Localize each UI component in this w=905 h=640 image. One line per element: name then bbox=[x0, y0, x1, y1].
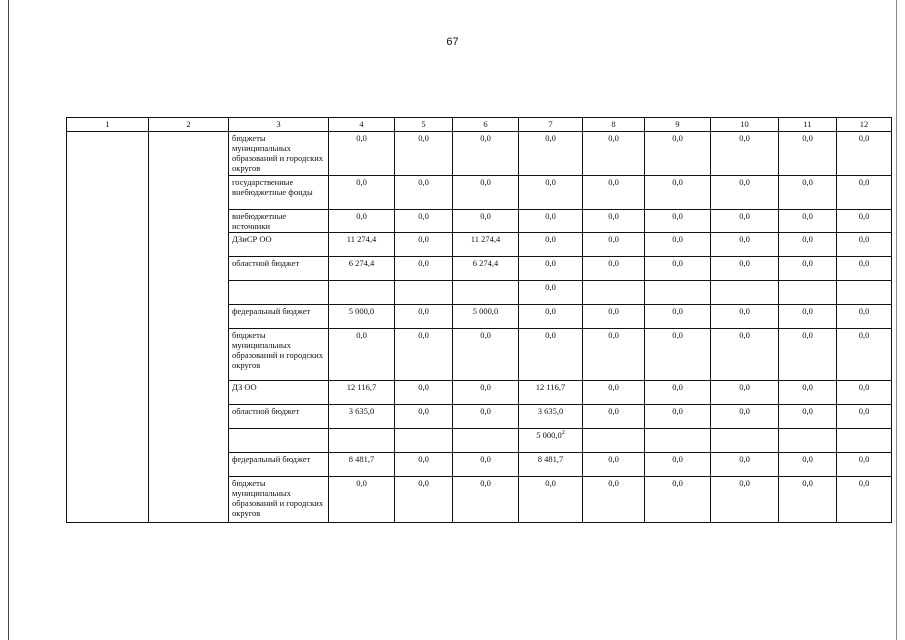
value-text: 0,0 bbox=[545, 478, 556, 488]
value-text: 0,0 bbox=[739, 211, 750, 221]
value-text: 0,0 bbox=[672, 177, 683, 187]
value-cell bbox=[645, 257, 711, 281]
value-text: 12 116,7 bbox=[535, 382, 566, 392]
value-cell bbox=[779, 210, 837, 233]
value-cell bbox=[329, 281, 395, 305]
value-text: 0,0 bbox=[672, 211, 683, 221]
value-text: 8 481,7 bbox=[348, 454, 375, 464]
value-cell bbox=[395, 281, 453, 305]
value-text: 0,0 bbox=[418, 177, 429, 187]
value-cell bbox=[645, 429, 711, 453]
value-cell bbox=[645, 210, 711, 233]
value-text: 0,0 bbox=[608, 406, 619, 416]
column-number-2: 2 bbox=[149, 118, 229, 132]
column-number-3: 3 bbox=[229, 118, 329, 132]
value-text: 0,0 bbox=[608, 234, 619, 244]
value-cell bbox=[453, 429, 519, 453]
value-cell bbox=[645, 176, 711, 210]
value-cell bbox=[837, 477, 892, 523]
value-text: 0,0 bbox=[802, 406, 813, 416]
value-text: 0,0 bbox=[739, 330, 750, 340]
column-number-6: 6 bbox=[453, 118, 519, 132]
column-number-11: 11 bbox=[779, 118, 837, 132]
value-cell bbox=[711, 453, 779, 477]
value-text: 0,0 bbox=[858, 234, 870, 244]
value-cell bbox=[711, 233, 779, 257]
value-text: 0,0 bbox=[608, 330, 619, 340]
value-cell bbox=[583, 453, 645, 477]
value-text: 0,0 bbox=[480, 478, 491, 488]
column-number-7: 7 bbox=[519, 118, 583, 132]
value-text: 0,0 bbox=[672, 258, 683, 268]
value-cell bbox=[583, 132, 645, 176]
value-cell bbox=[329, 176, 395, 210]
value-cell bbox=[645, 305, 711, 329]
value-cell bbox=[453, 210, 519, 233]
row-label: бюджеты муниципальных образований и городских округов bbox=[229, 329, 329, 381]
value-cell bbox=[711, 381, 779, 405]
value-text: 0,0 bbox=[608, 478, 619, 488]
merged-cell-col1 bbox=[67, 132, 149, 523]
value-text: 3 635,0 bbox=[537, 406, 564, 416]
value-cell bbox=[519, 281, 583, 305]
value-cell bbox=[779, 233, 837, 257]
merged-cell-col2 bbox=[149, 132, 229, 523]
value-text: 0,0 bbox=[608, 258, 619, 268]
value-text: 0,0 bbox=[608, 211, 619, 221]
value-cell bbox=[779, 381, 837, 405]
value-text: 0,0 bbox=[356, 478, 367, 488]
value-text: 0,0 bbox=[545, 211, 556, 221]
value-cell bbox=[453, 281, 519, 305]
value-text: 0,0 bbox=[480, 330, 491, 340]
scan-edge-left bbox=[8, 0, 9, 640]
value-cell bbox=[711, 132, 779, 176]
value-text: 0,0 bbox=[608, 382, 619, 392]
value-text: 0,0 bbox=[356, 177, 367, 187]
value-cell bbox=[395, 176, 453, 210]
value-cell bbox=[395, 233, 453, 257]
value-cell bbox=[837, 210, 892, 233]
value-cell bbox=[395, 329, 453, 381]
value-cell bbox=[645, 132, 711, 176]
value-cell bbox=[453, 477, 519, 523]
value-cell bbox=[583, 405, 645, 429]
value-text: 0,0 bbox=[608, 133, 619, 143]
value-cell bbox=[395, 477, 453, 523]
row-label: ДЗ ОО bbox=[229, 381, 329, 405]
value-cell bbox=[779, 405, 837, 429]
value-text: 0,0 bbox=[802, 478, 813, 488]
value-text: 12 116,7 bbox=[346, 382, 377, 392]
value-cell bbox=[837, 257, 892, 281]
value-text: 0,0 bbox=[356, 330, 367, 340]
value-cell bbox=[837, 281, 892, 305]
value-text: 0,0 bbox=[672, 382, 683, 392]
value-text: 5 000,0 bbox=[536, 430, 562, 440]
value-text: 0,0 bbox=[608, 306, 619, 316]
scan-edge-right bbox=[896, 0, 897, 640]
value-text: 0,0 bbox=[480, 177, 491, 187]
value-cell bbox=[395, 132, 453, 176]
value-cell bbox=[519, 429, 583, 453]
value-text: 0,0 bbox=[418, 258, 429, 268]
value-text: 0,0 bbox=[739, 478, 750, 488]
value-text: 0,0 bbox=[672, 454, 683, 464]
value-cell bbox=[519, 305, 583, 329]
value-cell bbox=[583, 233, 645, 257]
column-number-10: 10 bbox=[711, 118, 779, 132]
value-cell bbox=[329, 329, 395, 381]
row-label: ДЗиСР ОО bbox=[229, 233, 329, 257]
value-cell bbox=[329, 381, 395, 405]
value-text: 0,0 bbox=[356, 211, 367, 221]
page-number: 67 bbox=[446, 36, 459, 48]
column-number-12: 12 bbox=[837, 118, 892, 132]
value-text: 0,0 bbox=[418, 382, 429, 392]
value-text: 0,0 bbox=[739, 406, 750, 416]
value-cell bbox=[329, 233, 395, 257]
value-text: 0,0 bbox=[858, 382, 870, 392]
value-text: 0,0 bbox=[802, 133, 813, 143]
value-cell bbox=[645, 233, 711, 257]
value-text: 0,0 bbox=[802, 234, 813, 244]
value-text: 0,0 bbox=[739, 234, 750, 244]
value-text: 0,0 bbox=[608, 177, 619, 187]
value-cell bbox=[837, 132, 892, 176]
value-text: 0,0 bbox=[739, 177, 750, 187]
value-cell bbox=[519, 176, 583, 210]
value-cell bbox=[645, 405, 711, 429]
value-cell bbox=[453, 257, 519, 281]
value-text: 0,0 bbox=[858, 306, 870, 316]
value-cell bbox=[837, 429, 892, 453]
row-label: областной бюджет bbox=[229, 405, 329, 429]
value-text: 0,0 bbox=[418, 330, 429, 340]
value-cell bbox=[779, 281, 837, 305]
value-cell bbox=[453, 305, 519, 329]
value-cell bbox=[645, 453, 711, 477]
value-cell bbox=[711, 176, 779, 210]
value-text: 0,0 bbox=[480, 406, 491, 416]
value-cell bbox=[583, 429, 645, 453]
row-label: бюджеты муниципальных образований и городских округов bbox=[229, 477, 329, 523]
value-text: 0,0 bbox=[802, 177, 813, 187]
value-cell bbox=[583, 176, 645, 210]
value-cell bbox=[779, 257, 837, 281]
value-cell bbox=[519, 233, 583, 257]
value-text: 0,0 bbox=[858, 330, 870, 340]
value-cell bbox=[583, 381, 645, 405]
row-label: государственные внебюджетные фонды bbox=[229, 176, 329, 210]
value-cell bbox=[329, 477, 395, 523]
value-cell bbox=[395, 210, 453, 233]
value-text: 0,0 bbox=[356, 133, 367, 143]
value-cell bbox=[645, 381, 711, 405]
column-number-1: 1 bbox=[67, 118, 149, 132]
value-text: 0,0 bbox=[672, 478, 683, 488]
value-text: 0,0 bbox=[739, 454, 750, 464]
value-cell bbox=[395, 381, 453, 405]
value-cell bbox=[519, 405, 583, 429]
column-number-row bbox=[67, 118, 892, 132]
value-text: 0,0 bbox=[545, 306, 556, 316]
value-text: 0,0 bbox=[418, 478, 429, 488]
value-cell bbox=[329, 210, 395, 233]
value-text: 0,0 bbox=[858, 478, 870, 488]
value-text: 0,0 bbox=[480, 454, 491, 464]
row-label: федеральный бюджет bbox=[229, 305, 329, 329]
value-cell bbox=[837, 405, 892, 429]
value-cell bbox=[837, 329, 892, 381]
value-text: 0,0 bbox=[418, 234, 429, 244]
value-text: 0,0 bbox=[480, 382, 491, 392]
value-cell bbox=[329, 132, 395, 176]
table-row bbox=[67, 132, 892, 176]
value-cell bbox=[711, 210, 779, 233]
value-cell bbox=[329, 405, 395, 429]
value-text: 0,0 bbox=[418, 406, 429, 416]
value-text: 6 274,4 bbox=[348, 258, 375, 268]
value-cell bbox=[519, 453, 583, 477]
value-text: 0,0 bbox=[545, 177, 556, 187]
row-label: внебюджетные источники bbox=[229, 210, 329, 233]
value-text: 0,0 bbox=[802, 330, 813, 340]
value-text: 0,0 bbox=[802, 382, 813, 392]
value-text: 0,0 bbox=[545, 234, 556, 244]
value-text: 0,0 bbox=[802, 258, 813, 268]
column-number-8: 8 bbox=[583, 118, 645, 132]
value-text: 0,0 bbox=[480, 133, 491, 143]
value-cell bbox=[645, 477, 711, 523]
budget-table bbox=[66, 117, 892, 523]
value-text: 0,0 bbox=[672, 406, 683, 416]
value-text: 0,0 bbox=[858, 258, 870, 268]
value-cell bbox=[583, 210, 645, 233]
column-number-4: 4 bbox=[329, 118, 395, 132]
value-cell bbox=[329, 453, 395, 477]
value-text: 11 274,4 bbox=[470, 234, 501, 244]
value-cell bbox=[711, 329, 779, 381]
value-text: 0,0 bbox=[858, 211, 870, 221]
value-text: 0,0 bbox=[858, 177, 870, 187]
value-text: 8 481,7 bbox=[537, 454, 564, 464]
value-cell bbox=[395, 305, 453, 329]
value-text: 0,0 bbox=[739, 258, 750, 268]
value-text: 0,0 bbox=[545, 133, 556, 143]
value-cell bbox=[837, 453, 892, 477]
value-text: 5 000,0 bbox=[472, 306, 499, 316]
value-cell bbox=[519, 329, 583, 381]
value-text: 0,0 bbox=[858, 454, 870, 464]
value-cell bbox=[453, 176, 519, 210]
value-text: 0,0 bbox=[480, 211, 491, 221]
value-text: 0,0 bbox=[802, 306, 813, 316]
row-label: бюджеты муниципальных образований и городских округов bbox=[229, 132, 329, 176]
value-cell bbox=[779, 453, 837, 477]
value-cell bbox=[837, 176, 892, 210]
value-text: 0,0 bbox=[858, 406, 870, 416]
value-cell bbox=[779, 305, 837, 329]
value-cell bbox=[453, 233, 519, 257]
value-cell bbox=[583, 281, 645, 305]
value-cell bbox=[583, 477, 645, 523]
value-text: 0,0 bbox=[739, 133, 750, 143]
value-cell bbox=[711, 305, 779, 329]
value-cell bbox=[711, 477, 779, 523]
row-label bbox=[229, 429, 329, 453]
value-cell bbox=[779, 132, 837, 176]
value-text: 0,0 bbox=[802, 211, 813, 221]
value-text: 0,0 bbox=[608, 454, 619, 464]
value-cell bbox=[395, 257, 453, 281]
value-cell bbox=[645, 329, 711, 381]
value-cell bbox=[711, 257, 779, 281]
value-cell bbox=[779, 176, 837, 210]
value-cell bbox=[583, 257, 645, 281]
value-cell bbox=[395, 405, 453, 429]
row-label: областной бюджет bbox=[229, 257, 329, 281]
value-cell bbox=[329, 305, 395, 329]
value-text: 11 274,4 bbox=[346, 234, 377, 244]
value-text: 0,0 bbox=[739, 306, 750, 316]
value-cell bbox=[837, 305, 892, 329]
value-cell bbox=[837, 233, 892, 257]
value-cell bbox=[519, 381, 583, 405]
row-label bbox=[229, 281, 329, 305]
value-cell bbox=[519, 257, 583, 281]
value-text: 6 274,4 bbox=[472, 258, 499, 268]
value-cell bbox=[453, 132, 519, 176]
value-cell bbox=[329, 257, 395, 281]
value-cell bbox=[779, 429, 837, 453]
value-cell bbox=[519, 477, 583, 523]
column-number-5: 5 bbox=[395, 118, 453, 132]
value-cell bbox=[329, 429, 395, 453]
value-cell bbox=[711, 429, 779, 453]
value-cell bbox=[711, 281, 779, 305]
column-number-9: 9 bbox=[645, 118, 711, 132]
value-cell bbox=[645, 281, 711, 305]
value-cell bbox=[779, 329, 837, 381]
value-text: 0,0 bbox=[802, 454, 813, 464]
value-text: 0,0 bbox=[858, 133, 870, 143]
value-text: 0,0 bbox=[672, 306, 683, 316]
value-cell bbox=[583, 329, 645, 381]
value-cell bbox=[395, 453, 453, 477]
value-cell bbox=[453, 453, 519, 477]
value-text: 0,0 bbox=[418, 133, 429, 143]
value-text: 0,0 bbox=[545, 282, 556, 292]
value-text: 0,0 bbox=[418, 454, 429, 464]
value-cell bbox=[453, 329, 519, 381]
row-label: федеральный бюджет bbox=[229, 453, 329, 477]
footnote-mark: 2 bbox=[561, 430, 565, 437]
value-text: 0,0 bbox=[739, 382, 750, 392]
value-text: 0,0 bbox=[545, 330, 556, 340]
value-text: 0,0 bbox=[545, 258, 556, 268]
value-cell bbox=[837, 381, 892, 405]
value-text: 0,0 bbox=[418, 306, 429, 316]
value-cell bbox=[395, 429, 453, 453]
value-text: 0,0 bbox=[418, 211, 429, 221]
value-cell bbox=[453, 405, 519, 429]
table-body bbox=[67, 118, 892, 523]
value-cell bbox=[583, 305, 645, 329]
value-cell bbox=[519, 210, 583, 233]
value-text: 0,0 bbox=[672, 330, 683, 340]
value-cell bbox=[453, 381, 519, 405]
value-cell bbox=[779, 477, 837, 523]
value-cell bbox=[519, 132, 583, 176]
value-text: 0,0 bbox=[672, 133, 683, 143]
value-text: 5 000,0 bbox=[348, 306, 375, 316]
value-text: 3 635,0 bbox=[348, 406, 375, 416]
value-text: 0,0 bbox=[672, 234, 683, 244]
value-cell bbox=[711, 405, 779, 429]
